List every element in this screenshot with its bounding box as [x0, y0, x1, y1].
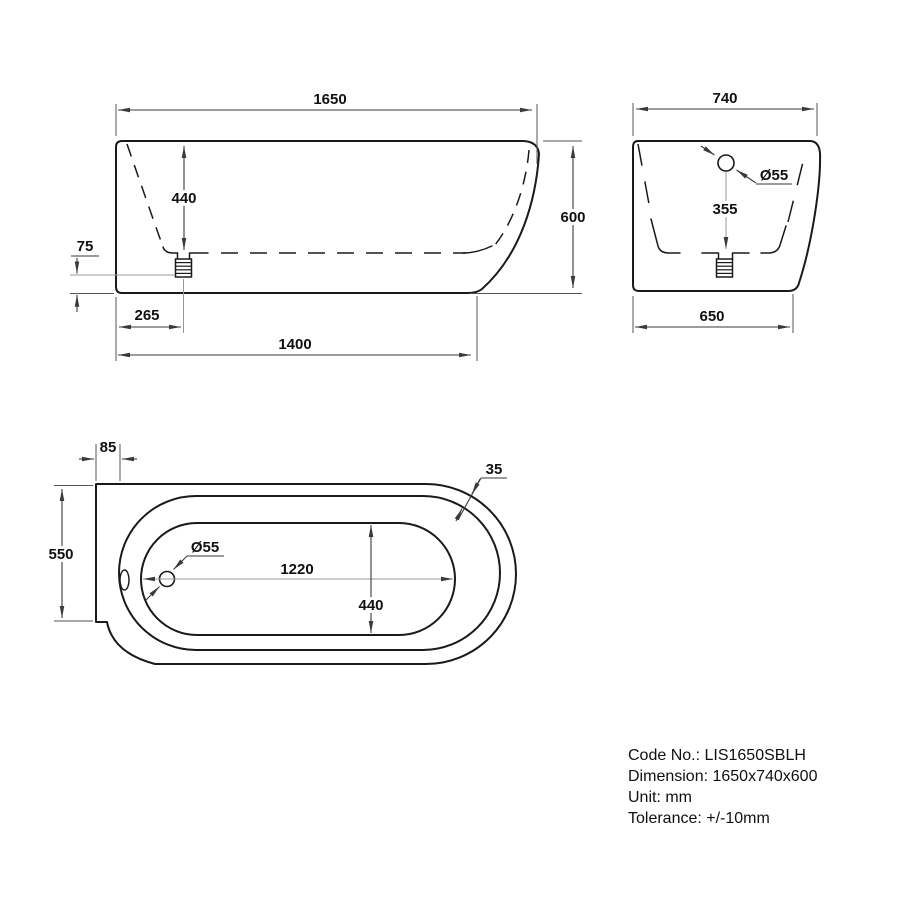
- side-inner-floor-right: [463, 246, 492, 253]
- side-inner-wall-left-dashed: [127, 144, 163, 247]
- dim-side-drain-height: 75: [76, 238, 94, 255]
- side-inner-wall-right-dashed: [495, 150, 529, 245]
- end-inner-wall-left-dashed: [638, 144, 651, 215]
- dim-side-length: 1650: [313, 91, 347, 108]
- dim-plan-rim-width: 35: [485, 461, 503, 478]
- info-tolerance: Tolerance: +/-10mm: [628, 810, 770, 827]
- dim-end-width: 740: [712, 90, 738, 107]
- plan-side-overflow-ellipse: [120, 570, 129, 590]
- dim-plan-ledge: 85: [99, 439, 117, 456]
- dim-side-drain-offset: 265: [134, 307, 160, 324]
- dim-plan-side-length: 550: [48, 546, 74, 563]
- end-overflow-circle: [718, 155, 734, 171]
- dim-end-overflow-drop: 355: [712, 201, 738, 218]
- side-elevation-view: [70, 91, 586, 361]
- side-drain-notch: [178, 253, 209, 259]
- side-inner-floor-left: [163, 247, 178, 253]
- dim-side-depth: 440: [171, 190, 197, 207]
- plan-rim-width-leader: [456, 461, 507, 521]
- side-drain-fitting: [176, 259, 192, 277]
- end-inner-floor-left: [651, 219, 680, 253]
- end-overflow-leader: [701, 146, 792, 184]
- end-inner-floor-right: [761, 226, 786, 253]
- dim-plan-overflow: Ø55: [190, 539, 220, 556]
- dim-side-height: 600: [560, 209, 586, 226]
- info-block: [628, 747, 818, 827]
- dim-plan-basin-width: 440: [358, 597, 384, 614]
- info-dimension: Dimension: 1650x740x600: [628, 768, 818, 785]
- dim-plan-basin-length: 1220: [280, 561, 314, 578]
- info-unit: Unit: mm: [628, 789, 692, 806]
- end-inner-wall-right-dashed: [788, 150, 806, 222]
- end-width-extension-lines: [633, 103, 817, 136]
- plan-overflow-leader: [146, 539, 224, 600]
- end-drain-notch: [702, 253, 749, 259]
- plan-view: [48, 439, 516, 664]
- dim-side-base-length: 1400: [278, 336, 312, 353]
- side-drain-height-dimension: [70, 238, 175, 312]
- dim-end-overflow: Ø55: [759, 167, 789, 184]
- end-drain-fitting: [717, 259, 733, 277]
- end-elevation-view: [633, 90, 820, 333]
- plan-ledge-dimension: [79, 439, 137, 481]
- side-length-extension-lines: [116, 104, 537, 164]
- dim-end-base-width: 650: [699, 308, 725, 325]
- info-code: Code No.: LIS1650SBLH: [628, 747, 806, 764]
